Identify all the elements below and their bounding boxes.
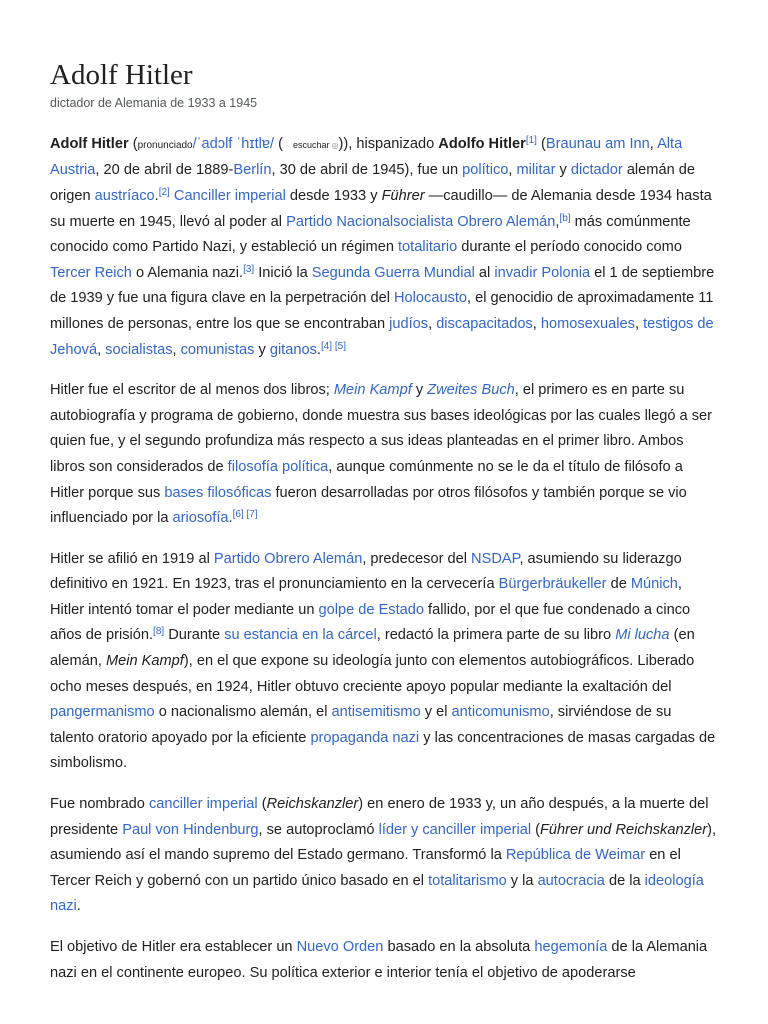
text: ,: [649, 135, 658, 152]
italic-text: Mein Kampf: [105, 653, 184, 670]
link-invadir-polonia[interactable]: invadir Polonia: [494, 264, 591, 281]
text: durante el período conocido como: [457, 239, 682, 256]
italic-fuhrer: Führer: [381, 187, 425, 204]
text: de: [606, 576, 631, 593]
link-canciller-imperial[interactable]: Canciller imperial: [173, 187, 286, 204]
text: , aunque comúnmente no se le da el título de filósofo a Hitler porque sus: [50, 458, 683, 501]
text: fallido, por el que fue condenado a cinco años de prisión.: [50, 601, 691, 644]
link-anticomunismo[interactable]: anticomunismo: [451, 704, 550, 721]
text: (: [128, 135, 138, 152]
link-dictador[interactable]: dictador: [570, 162, 623, 179]
text: , 30 de abril de 1945), fue un: [271, 162, 463, 179]
link-judios[interactable]: judíos: [389, 315, 429, 332]
link-homosexuales[interactable]: homosexuales: [540, 315, 635, 332]
link-ideologia-nazi[interactable]: ideología nazi: [50, 872, 704, 915]
text: y: [555, 162, 571, 179]
text: más comúnmente conocido como Partido Nazi, y estableció un régimen: [50, 213, 691, 256]
text: ,: [555, 213, 560, 230]
link-testigos[interactable]: testigos de Jehová: [50, 315, 714, 358]
link-holocausto[interactable]: Holocausto: [394, 290, 468, 307]
link-nsdap[interactable]: NSDAP: [471, 550, 520, 567]
text: .: [316, 341, 321, 358]
paragraph-intro: [50, 132, 718, 363]
text: ) en enero de 1933 y, un año después, a la muerte del presidente: [50, 796, 709, 838]
text: , el genocidio de aproximadamente 11 millones de personas, entre los que se encontraban: [50, 290, 714, 332]
link-politico[interactable]: político: [462, 162, 509, 179]
link-tercer-reich[interactable]: Tercer Reich: [50, 264, 132, 281]
text: , sirviéndose de su talento oratorio apoyado por la eficiente: [50, 704, 672, 746]
text: (: [257, 796, 267, 813]
text: de la Alemania nazi en el continente europeo. Su política exterior e interior tenía el objetivo de apoderarse: [50, 939, 708, 981]
text: El objetivo de Hitler era establecer un: [50, 939, 297, 956]
text: o nacionalismo alemán, el: [154, 704, 332, 721]
italic-text: Führer und Reichskanzler: [540, 821, 708, 838]
link-antisemitismo[interactable]: antisemitismo: [331, 704, 421, 721]
text: , se autoproclamó: [258, 821, 379, 838]
link-comunistas[interactable]: comunistas: [180, 341, 255, 358]
text: ,: [172, 341, 181, 358]
link-gitanos[interactable]: gitanos: [269, 341, 317, 358]
link-ariosofia[interactable]: ariosofía: [172, 510, 229, 527]
text: )), hispanizado: [338, 135, 439, 152]
link-mein-kampf[interactable]: [334, 382, 412, 398]
bold-name: Adolf Hitler: [50, 135, 129, 152]
link-socialistas[interactable]: socialistas: [105, 341, 173, 358]
link-partido-nazi[interactable]: Partido Nacionalsocialista Obrero Alemán: [286, 213, 556, 230]
link-hegemonia[interactable]: hegemonía: [534, 939, 608, 956]
link-militar[interactable]: militar: [516, 162, 556, 179]
link-hindenburg[interactable]: Paul von Hindenburg: [122, 821, 259, 838]
text: ,: [634, 315, 644, 332]
italic-text: Zweites Buch: [427, 382, 515, 399]
text: y: [411, 382, 428, 399]
text: ), asumiendo así el mando supremo del Estado germano. Transformó la: [50, 821, 717, 864]
text: y la: [506, 872, 538, 889]
text: (: [531, 821, 540, 838]
text: en el Tercer Reich y gobernó con un partido único basado en el: [50, 847, 681, 889]
link-mi-lucha[interactable]: [615, 627, 669, 643]
italic-text: Reichskanzler: [266, 796, 359, 813]
text: y el: [420, 704, 452, 721]
text: (: [274, 135, 283, 152]
text: fueron desarrolladas por otros filósofos y también porque se vio influenciado por la: [50, 484, 687, 527]
link-totalitarismo[interactable]: totalitarismo: [428, 872, 507, 889]
link-discapacitados[interactable]: discapacitados: [436, 315, 533, 332]
ref-6[interactable]: [6]: [232, 509, 244, 521]
text: .: [154, 187, 159, 204]
text: , Hitler intentó tomar el poder mediante un: [50, 576, 682, 618]
text: (en alemán,: [50, 627, 695, 670]
text: , predecesor del: [362, 550, 472, 567]
text: desde 1933 y: [285, 187, 382, 204]
text: ,: [532, 315, 541, 332]
text: Hitler fue el escritor de al menos dos libros;: [50, 382, 334, 399]
link-austriaco[interactable]: austríaco: [94, 187, 155, 204]
text: (: [536, 135, 546, 152]
text: de la: [604, 872, 645, 889]
link-filosofia-politica[interactable]: filosofía política: [227, 458, 329, 475]
link-estancia-carcel[interactable]: su estancia en la cárcel: [224, 627, 377, 644]
ref-3[interactable]: [3]: [243, 263, 255, 275]
italic-text: Mein Kampf: [333, 382, 412, 399]
text: Hitler se afilió en 1919 al: [50, 550, 214, 567]
paragraph-books: [50, 378, 718, 532]
bold-hisp-name: Adolfo Hitler: [438, 135, 526, 152]
ref-2[interactable]: [2]: [158, 186, 170, 198]
link-nuevo-orden[interactable]: Nuevo Orden: [296, 939, 384, 956]
link-burgerbraukeller[interactable]: Bürgerbräukeller: [498, 576, 607, 593]
ref-4[interactable]: [4]: [320, 340, 333, 352]
text: Inició la: [254, 264, 312, 281]
text: —caudillo— de Alemania desde 1934 hasta su muerte en 1945, llevó al poder al: [50, 187, 712, 230]
ref-1[interactable]: [1]: [525, 134, 537, 146]
link-pangermanismo[interactable]: pangermanismo: [50, 704, 155, 721]
text: y: [254, 341, 270, 358]
link-braunau[interactable]: Braunau am Inn: [545, 135, 650, 152]
link-partido-obrero[interactable]: Partido Obrero Alemán: [213, 550, 363, 567]
text: , el primero es en parte su autobiografía y programa de gobierno, donde muestra sus bases ideológicas por las cuales llegó a ser quien fue, y el segundo profundiza más respecto a sus ideas planteadas en el primer libro. Ambos libros son considerados de: [50, 382, 712, 475]
pronunciation-label: pronunciado: [137, 139, 193, 151]
link-alta-austria[interactable]: Alta Austria: [50, 135, 683, 179]
text: al: [474, 264, 495, 281]
text: , asumiendo su liderazgo definitivo en 1921. En 1923, tras el pronunciamiento en la cervecería: [50, 550, 682, 593]
text: ), en el que expone su ideología junto con elementos autobiográficos. Liberado ocho meses después, en 1924, Hitler obtuvo creciente apoyo popular mediante la exaltación del: [50, 653, 695, 695]
text: alemán de origen: [50, 162, 695, 204]
text: , redactó la primera parte de su libro: [376, 627, 616, 644]
text: basado en la absoluta: [383, 939, 535, 956]
link-republica-weimar[interactable]: República de Weimar: [505, 847, 646, 864]
italic-text: Mi lucha: [615, 627, 670, 644]
text: .: [228, 510, 233, 527]
text: ,: [97, 341, 106, 358]
ipa-link[interactable]: /ˈadɔlf ˈhɪtlɐ/: [192, 135, 275, 152]
text: Fue nombrado: [50, 796, 149, 813]
link-autocracia[interactable]: autocracia: [537, 872, 605, 889]
link-berlin[interactable]: Berlín: [233, 162, 272, 179]
page-title: Adolf Hitler: [50, 59, 193, 91]
link-totalitario[interactable]: totalitario: [398, 239, 458, 256]
ref-8[interactable]: [8]: [153, 626, 165, 638]
page-subtitle: dictador de Alemania de 1933 a 1945: [50, 95, 258, 110]
link-lider-canciller[interactable]: líder y canciller imperial: [378, 821, 532, 838]
link-segunda-guerra[interactable]: Segunda Guerra Mundial: [311, 264, 475, 281]
text: ,: [508, 162, 517, 179]
paragraph-objective: [50, 935, 718, 986]
link-propaganda-nazi[interactable]: propaganda nazi: [310, 729, 420, 746]
link-zweites-buch[interactable]: [427, 382, 515, 398]
ref-5[interactable]: [5]: [334, 340, 346, 352]
text: y las concentraciones de masas cargadas de simbolismo.: [50, 729, 716, 772]
ref-7[interactable]: [7]: [246, 509, 258, 521]
link-golpe-estado[interactable]: golpe de Estado: [318, 601, 424, 618]
paragraph-chancellor: [50, 792, 718, 920]
speaker-icon[interactable]: ◎: [331, 140, 339, 150]
text: el 1 de septiembre de 1939 y fue una figura clave en la perpetración del: [50, 264, 715, 307]
text: .: [76, 898, 81, 915]
text: o Alemania nazi.: [131, 264, 244, 281]
text: , 20 de abril de 1889-: [95, 162, 234, 179]
text: ,: [428, 315, 437, 332]
text: Durante: [164, 627, 225, 644]
link-bases-filosoficas[interactable]: bases filosóficas: [164, 484, 272, 501]
note-b[interactable]: [b]: [559, 212, 571, 224]
link-munich[interactable]: Múnich: [630, 576, 678, 593]
link-canciller[interactable]: canciller imperial: [148, 796, 258, 813]
listen-link[interactable]: escuchar: [292, 139, 330, 150]
paragraph-rise: [50, 547, 718, 777]
